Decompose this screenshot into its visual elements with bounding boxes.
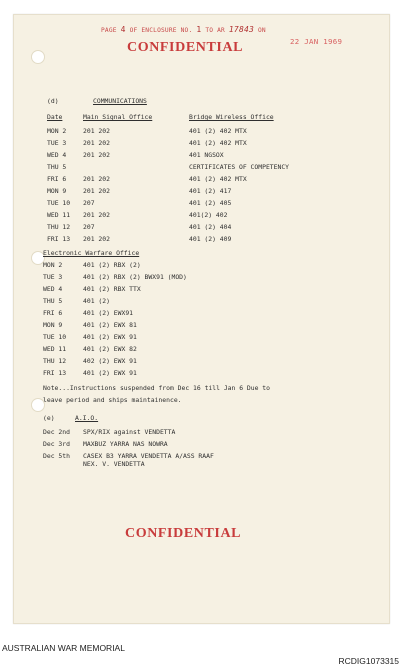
ewo-row-date: WED 4 <box>43 285 63 293</box>
ewo-row-date: TUE 10 <box>43 333 67 341</box>
punch-hole <box>31 50 45 64</box>
table-row-date: TUE 10 <box>47 199 71 207</box>
table-row-date: WED 4 <box>47 151 67 159</box>
table-row-main: 201 202 <box>83 211 110 219</box>
ewo-row-text: 401 (2) RBX (2) BWX91 (MOD) <box>83 273 187 281</box>
table-row-bridge: 401 (2) 402 MTX <box>189 175 247 183</box>
aio-row-date: Dec 2nd <box>43 428 70 436</box>
aio-row-date: Dec 3rd <box>43 440 70 448</box>
ewo-row-text: 401 (2) RBX (2) <box>83 261 141 269</box>
table-row-bridge: 401 (2) 402 MTX <box>189 127 247 135</box>
aio-row-text: SPX/RIX against VENDETTA <box>83 428 176 436</box>
ewo-row-text: 401 (2) EWX91 <box>83 309 134 317</box>
table-row-bridge: 401 (2) 402 MTX <box>189 139 247 147</box>
header-main-signal-office: Main Signal Office <box>83 113 153 121</box>
section-d-title: COMMUNICATIONS <box>93 97 147 105</box>
table-row-main: 207 <box>83 223 95 231</box>
table-row-bridge: 401 NGSOX <box>189 151 224 159</box>
stamp-enclosure-label: OF ENCLOSURE NO. <box>129 27 193 34</box>
ewo-title: Electronic Warfare Office <box>43 249 140 257</box>
table-row-main: 201 202 <box>83 187 110 195</box>
table-row-date: THU 12 <box>47 223 71 231</box>
ewo-row-text: 401 (2) EWX 82 <box>83 345 137 353</box>
table-row-bridge: 401(2) 402 <box>189 211 228 219</box>
table-row-date: MON 2 <box>47 127 67 135</box>
table-row-bridge: 401 (2) 405 <box>189 199 232 207</box>
table-row-main: 201 202 <box>83 235 110 243</box>
ewo-row-date: THU 5 <box>43 297 63 305</box>
table-row-bridge: 401 (2) 409 <box>189 235 232 243</box>
table-row-main: 201 202 <box>83 175 110 183</box>
table-row-main: 201 202 <box>83 151 110 159</box>
ewo-row-date: WED 11 <box>43 345 67 353</box>
stamp-page-number: 4 <box>120 25 126 34</box>
header-bridge-wireless-office: Bridge Wireless Office <box>189 113 274 121</box>
note-line-1: Note...Instructions suspended from Dec 16 till Jan 6 Due to <box>43 384 271 392</box>
table-row-bridge: 401 (2) 417 <box>189 187 232 195</box>
classification-top: CONFIDENTIAL <box>127 40 244 55</box>
date-stamp: 22 JAN 1969 <box>290 37 343 46</box>
aio-row-text: CASEX B3 YARRA VENDETTA A/ASS RAAF <box>83 452 214 460</box>
ewo-row-date: TUE 3 <box>43 273 63 281</box>
aio-row-date: Dec 5th <box>43 452 70 460</box>
table-row-date: FRI 13 <box>47 235 71 243</box>
section-d-label: (d) <box>47 97 59 105</box>
stamp-ar-number: 17843 <box>228 25 254 34</box>
ewo-row-date: MON 9 <box>43 321 63 329</box>
section-e-title: A.I.O. <box>75 414 99 422</box>
note-line-2: leave period and ships maintainence. <box>43 396 182 404</box>
ewo-row-text: 401 (2) <box>83 297 110 305</box>
section-e-label: (e) <box>43 414 55 422</box>
ewo-row-text: 402 (2) EWX 91 <box>83 357 137 365</box>
table-row-date: THU 5 <box>47 163 67 171</box>
ewo-row-text: 401 (2) RBX TTX <box>83 285 141 293</box>
stamp-page-label: PAGE <box>101 27 117 34</box>
header-date: Date <box>47 113 63 121</box>
table-row-date: WED 11 <box>47 211 71 219</box>
stamp-ar-label: TO AR <box>205 27 225 34</box>
stamp-on-label: ON <box>257 27 266 34</box>
ewo-row-date: THU 12 <box>43 357 67 365</box>
table-row-main: 207 <box>83 199 95 207</box>
ewo-row-date: MON 2 <box>43 261 63 269</box>
footer-institution: AUSTRALIAN WAR MEMORIAL <box>2 643 125 653</box>
aio-row-text: MAXBUZ YARRA NAS NOWRA <box>83 440 168 448</box>
table-row-date: FRI 6 <box>47 175 67 183</box>
stamp-enclosure-number: 1 <box>196 25 202 34</box>
ewo-row-date: FRI 13 <box>43 369 67 377</box>
table-row-bridge: CERTIFICATES OF COMPETENCY <box>189 163 290 171</box>
aio-row-text-continued: NEX. V. VENDETTA <box>83 460 145 468</box>
table-row-main: 201 202 <box>83 127 110 135</box>
ewo-row-text: 401 (2) EWX 81 <box>83 321 137 329</box>
classification-bottom: CONFIDENTIAL <box>125 526 242 541</box>
ewo-row-text: 401 (2) EWX 91 <box>83 333 137 341</box>
table-row-main: 201 202 <box>83 139 110 147</box>
ewo-row-text: 401 (2) EWX 91 <box>83 369 137 377</box>
footer-record-id: RCDIG1073315 <box>338 656 399 666</box>
table-row-date: MON 9 <box>47 187 67 195</box>
enclosure-stamp <box>101 26 266 35</box>
ewo-row-date: FRI 6 <box>43 309 63 317</box>
table-row-bridge: 401 (2) 404 <box>189 223 232 231</box>
table-row-date: TUE 3 <box>47 139 67 147</box>
